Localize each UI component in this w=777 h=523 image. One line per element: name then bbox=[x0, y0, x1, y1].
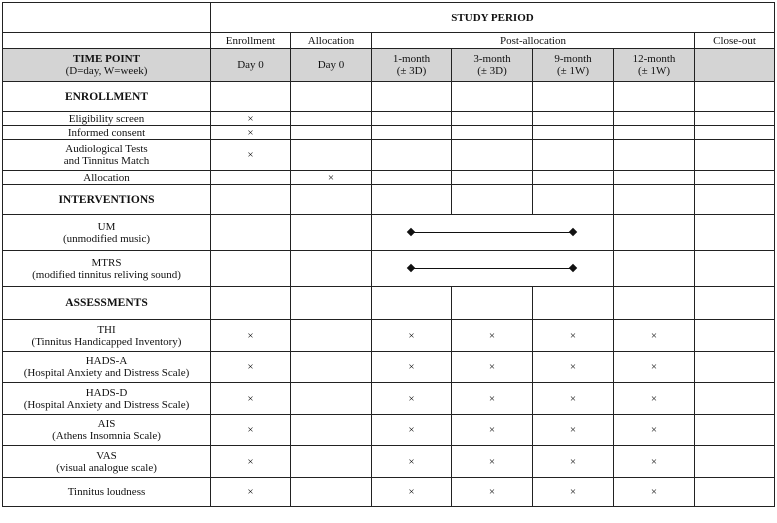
time-point-col-3-l1: 3-month bbox=[473, 53, 511, 65]
row-tinnitus-loudness: Tinnitus loudness bbox=[3, 478, 211, 507]
mark-ais-12m: × bbox=[614, 415, 695, 446]
mark-ais-3m: × bbox=[452, 415, 533, 446]
mark-allocation-allocation: × bbox=[291, 171, 372, 185]
row-eligibility-screen: Eligibility screen bbox=[3, 112, 211, 126]
time-point-col-2-l1: 1-month bbox=[392, 53, 431, 65]
row-informed-consent: Informed consent bbox=[3, 126, 211, 140]
time-point-col-4-l2: (± 1W) bbox=[557, 65, 589, 77]
section-enrollment: ENROLLMENT bbox=[3, 82, 211, 112]
time-point-col-2-l2: (± 3D) bbox=[396, 65, 427, 77]
mark-hadsa-12m: × bbox=[614, 352, 695, 383]
time-point-col-0 bbox=[211, 49, 291, 82]
row-um-l2: (unmodified music) bbox=[62, 232, 151, 245]
mark-hadsd-12m: × bbox=[614, 383, 695, 415]
mark-thi-9m: × bbox=[533, 320, 614, 352]
mark-hadsa-9m: × bbox=[533, 352, 614, 383]
corner-cell bbox=[3, 3, 211, 33]
mark-loudness-day0: × bbox=[211, 478, 291, 507]
mark-hadsd-1m: × bbox=[372, 383, 452, 415]
row-mtrs bbox=[3, 251, 211, 287]
mark-thi-day0: × bbox=[211, 320, 291, 352]
mark-ais-9m: × bbox=[533, 415, 614, 446]
time-point-col-5-l1: 12-month bbox=[632, 53, 676, 65]
mark-vas-day0: × bbox=[211, 446, 291, 478]
time-point-col-5 bbox=[614, 49, 695, 82]
um-end-diamond-icon bbox=[569, 228, 577, 236]
mark-vas-1m: × bbox=[372, 446, 452, 478]
mark-hadsa-1m: × bbox=[372, 352, 452, 383]
mark-thi-3m: × bbox=[452, 320, 533, 352]
row-mtrs-l2: (modified tinnitus reliving sound) bbox=[32, 268, 181, 281]
mark-audiological-enrollment: × bbox=[211, 140, 291, 171]
time-point-col-1-l1: Day 0 bbox=[317, 59, 345, 71]
row-thi bbox=[3, 320, 211, 352]
row-allocation: Allocation bbox=[3, 171, 211, 185]
time-point-label bbox=[3, 49, 211, 82]
row-hads-a-l2: (Hospital Anxiety and Distress Scale) bbox=[23, 367, 190, 379]
mark-hadsd-3m: × bbox=[452, 383, 533, 415]
phase-label-empty bbox=[3, 33, 211, 49]
time-point-title: TIME POINT bbox=[73, 53, 140, 65]
time-point-col-3 bbox=[452, 49, 533, 82]
row-hads-d bbox=[3, 383, 211, 415]
row-um bbox=[3, 215, 211, 251]
section-interventions: INTERVENTIONS bbox=[3, 185, 211, 215]
row-ais bbox=[3, 415, 211, 446]
time-point-col-5-l2: (± 1W) bbox=[638, 65, 670, 77]
mark-loudness-12m: × bbox=[614, 478, 695, 507]
mark-thi-12m: × bbox=[614, 320, 695, 352]
phase-enrollment: Enrollment bbox=[211, 33, 291, 49]
mark-vas-12m: × bbox=[614, 446, 695, 478]
mark-hadsa-day0: × bbox=[211, 352, 291, 383]
mark-loudness-9m: × bbox=[533, 478, 614, 507]
time-point-col-2 bbox=[372, 49, 452, 82]
time-point-subtitle: (D=day, W=week) bbox=[65, 65, 148, 77]
study-schedule-table bbox=[2, 2, 775, 507]
row-audiological-tests-l2: and Tinnitus Match bbox=[63, 155, 150, 167]
time-point-col-0-l1: Day 0 bbox=[237, 59, 264, 71]
time-point-col-1 bbox=[291, 49, 372, 82]
mtrs-duration-cell bbox=[372, 251, 614, 287]
time-point-col-3-l2: (± 3D) bbox=[477, 65, 507, 77]
um-duration-cell bbox=[372, 215, 614, 251]
mark-ais-day0: × bbox=[211, 415, 291, 446]
row-vas-l1: VAS bbox=[96, 449, 117, 462]
mark-consent-enrollment: × bbox=[211, 126, 291, 140]
mark-hadsd-9m: × bbox=[533, 383, 614, 415]
mark-eligibility-enrollment: × bbox=[211, 112, 291, 126]
time-point-col-4-l1: 9-month bbox=[554, 53, 592, 65]
mtrs-end-diamond-icon bbox=[569, 264, 577, 272]
time-point-col-6 bbox=[695, 49, 775, 82]
mark-loudness-1m: × bbox=[372, 478, 452, 507]
row-vas bbox=[3, 446, 211, 478]
row-audiological-tests-l1: Audiological Tests bbox=[65, 143, 148, 155]
row-hads-a bbox=[3, 352, 211, 383]
row-um-l1: UM bbox=[97, 220, 116, 233]
mark-ais-1m: × bbox=[372, 415, 452, 446]
row-hads-d-l1: HADS-D bbox=[85, 386, 128, 399]
mark-thi-1m: × bbox=[372, 320, 452, 352]
study-period-heading: STUDY PERIOD bbox=[211, 3, 775, 33]
section-assessments: ASSESSMENTS bbox=[3, 287, 211, 320]
row-ais-l2: (Athens Insomnia Scale) bbox=[52, 430, 161, 442]
row-audiological-tests bbox=[3, 140, 211, 171]
mark-vas-9m: × bbox=[533, 446, 614, 478]
time-point-col-4 bbox=[533, 49, 614, 82]
row-thi-l1: THI bbox=[97, 323, 116, 336]
mark-loudness-3m: × bbox=[452, 478, 533, 507]
row-hads-d-l2: (Hospital Anxiety and Distress Scale) bbox=[23, 398, 190, 411]
row-mtrs-l1: MTRS bbox=[91, 256, 122, 269]
row-hads-a-l1: HADS-A bbox=[85, 355, 128, 367]
row-ais-l1: AIS bbox=[97, 418, 116, 430]
mark-vas-3m: × bbox=[452, 446, 533, 478]
spirit-schedule bbox=[2, 2, 775, 507]
mark-hadsd-day0: × bbox=[211, 383, 291, 415]
phase-allocation: Allocation bbox=[291, 33, 372, 49]
phase-close-out: Close-out bbox=[695, 33, 775, 49]
row-thi-l2: (Tinnitus Handicapped Inventory) bbox=[31, 335, 182, 348]
mark-hadsa-3m: × bbox=[452, 352, 533, 383]
row-vas-l2: (visual analogue scale) bbox=[56, 461, 157, 474]
phase-post-allocation: Post-allocation bbox=[372, 33, 695, 49]
